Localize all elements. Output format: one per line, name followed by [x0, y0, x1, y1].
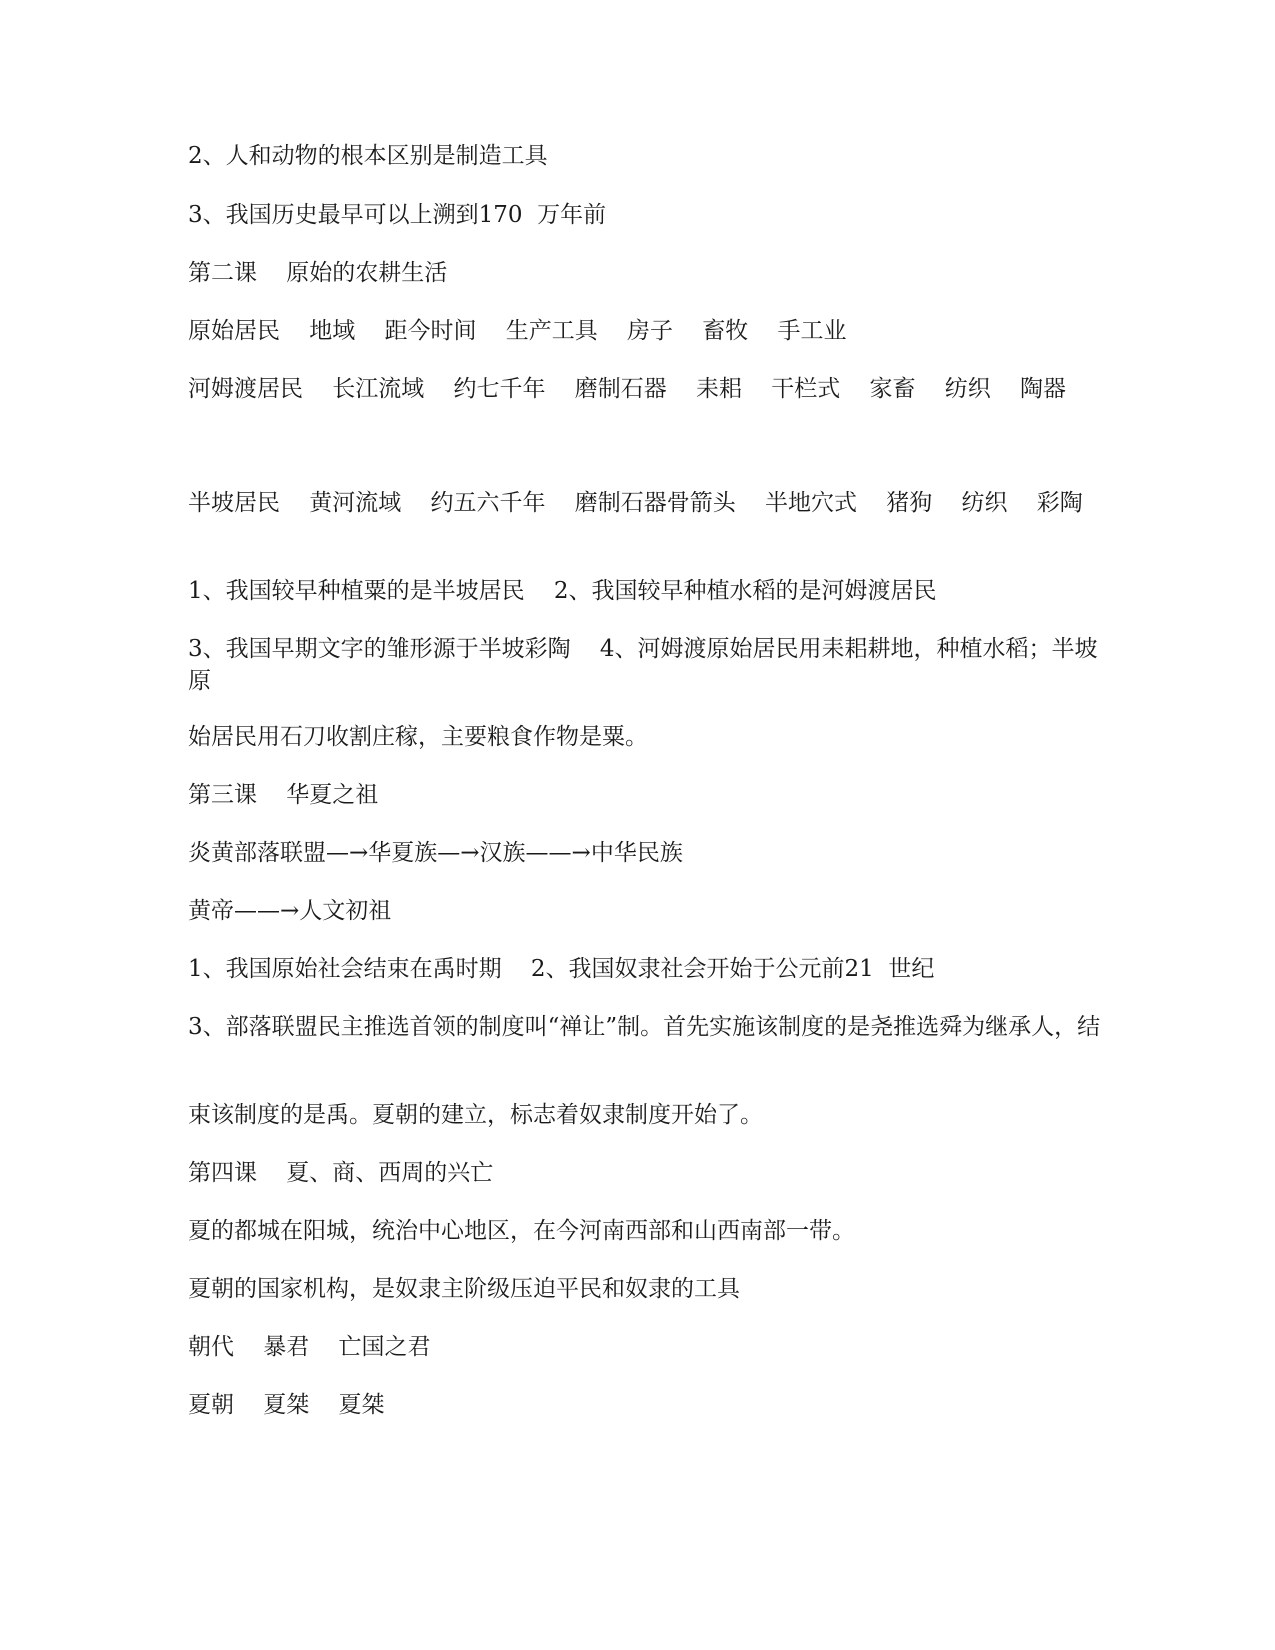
text-line: 黄帝——→人文初祖 — [188, 898, 392, 924]
section-heading: 第四课 夏、商、西周的兴亡 — [188, 1160, 494, 1186]
text-line: 夏的都城在阳城，统治中心地区，在今河南西部和山西南部一带。 — [188, 1218, 855, 1244]
text-line: 始居民用石刀收割庄稼，主要粮食作物是粟。 — [188, 724, 648, 750]
text-line: 炎黄部落联盟—→华夏族—→汉族——→中华民族 — [188, 840, 683, 866]
text-line: 1、我国原始社会结束在禹时期 2、我国奴隶社会开始于公元前21 世纪 — [188, 956, 935, 982]
table-row: 半坡居民 黄河流域 约五六千年 磨制石器骨箭头 半地穴式 猪狗 纺织 彩陶 — [188, 490, 1083, 516]
table-header-row: 原始居民 地域 距今时间 生产工具 房子 畜牧 手工业 — [188, 318, 847, 344]
text-line: 束该制度的是禹。夏朝的建立，标志着奴隶制度开始了。 — [188, 1102, 763, 1128]
text-line: 2、人和动物的根本区别是制造工具 — [188, 143, 548, 169]
section-heading: 第三课 华夏之祖 — [188, 782, 379, 808]
table-header-row: 朝代 暴君 亡国之君 — [188, 1334, 431, 1360]
text-line: 3、我国早期文字的雏形源于半坡彩陶 4、河姆渡原始居民用耒耜耕地，种植水稻；半坡原 — [188, 636, 1098, 694]
table-row: 河姆渡居民 长江流域 约七千年 磨制石器 耒耜 干栏式 家畜 纺织 陶器 — [188, 376, 1066, 402]
section-heading: 第二课 原始的农耕生活 — [188, 260, 448, 286]
text-line: 1、我国较早种植粟的是半坡居民 2、我国较早种植水稻的是河姆渡居民 — [188, 578, 937, 604]
text-line: 3、部落联盟民主推选首领的制度叫“禅让”制。首先实施该制度的是尧推选舜为继承人，结 — [188, 1014, 1101, 1040]
table-row: 夏朝 夏桀 夏桀 — [188, 1392, 385, 1418]
text-line: 3、我国历史最早可以上溯到170 万年前 — [188, 202, 607, 228]
text-line: 夏朝的国家机构，是奴隶主阶级压迫平民和奴隶的工具 — [188, 1276, 740, 1302]
